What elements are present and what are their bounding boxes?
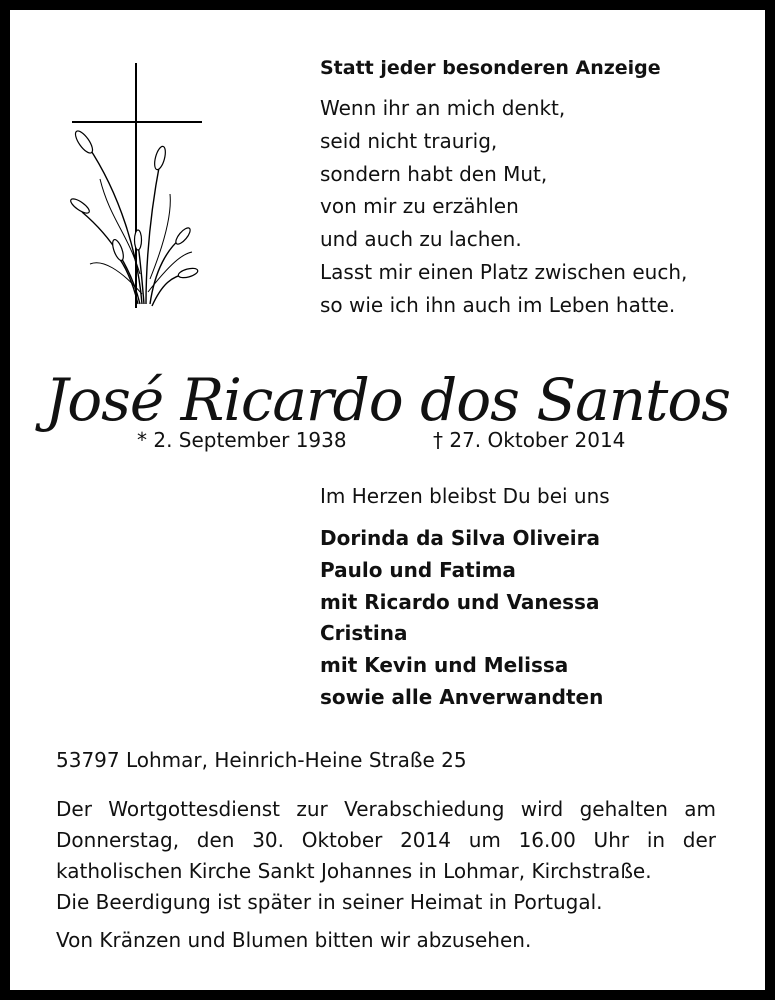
mourner-line: mit Ricardo und Vanessa bbox=[320, 589, 600, 614]
mourners-list bbox=[320, 523, 603, 714]
cross-with-wheat-icon bbox=[60, 54, 210, 312]
poem-line: von mir zu erzählen bbox=[320, 194, 519, 219]
notice-header: Statt jeder besonderen Anzeige bbox=[320, 57, 661, 79]
poem-line: und auch zu lachen. bbox=[320, 227, 522, 252]
poem-line: Wenn ihr an mich denkt, bbox=[320, 96, 566, 120]
poem bbox=[320, 92, 687, 322]
mourner-line: mit Kevin und Melissa bbox=[320, 653, 569, 678]
poem-line: seid nicht traurig, bbox=[320, 128, 498, 153]
deceased-name: José Ricardo dos Santos bbox=[44, 366, 731, 434]
poem-line: so wie ich ihn auch im Leben hatte. bbox=[320, 292, 676, 317]
death-date: † 27. Oktober 2014 bbox=[433, 428, 626, 452]
mourner-line: Paulo und Fatima bbox=[320, 557, 516, 582]
mourner-line: Dorinda da Silva Oliveira bbox=[320, 526, 600, 550]
remembrance-line: Im Herzen bleibst Du bei uns bbox=[320, 484, 610, 508]
poem-line: Lasst mir einen Platz zwischen euch, bbox=[320, 259, 688, 284]
flowers-note: Von Kränzen und Blumen bitten wir abzusehen. bbox=[56, 928, 532, 952]
service-info: Der Wortgottesdienst zur Verabschiedung wird gehalten am Donnerstag, den 30. Oktober 2014 um 16.00 Uhr in der katholischen Kirche Sankt Johannes in Lohmar, Kirchstraße. bbox=[56, 797, 716, 883]
address: 53797 Lohmar, Heinrich-Heine Straße 25 bbox=[56, 748, 467, 772]
poem-line: sondern habt den Mut, bbox=[320, 161, 548, 186]
burial-info: Die Beerdigung ist später in seiner Heimat in Portugal. bbox=[56, 890, 603, 914]
birth-date: * 2. September 1938 bbox=[137, 428, 347, 452]
mourner-line: sowie alle Anverwandten bbox=[320, 684, 604, 709]
mourner-line: Cristina bbox=[320, 621, 408, 646]
